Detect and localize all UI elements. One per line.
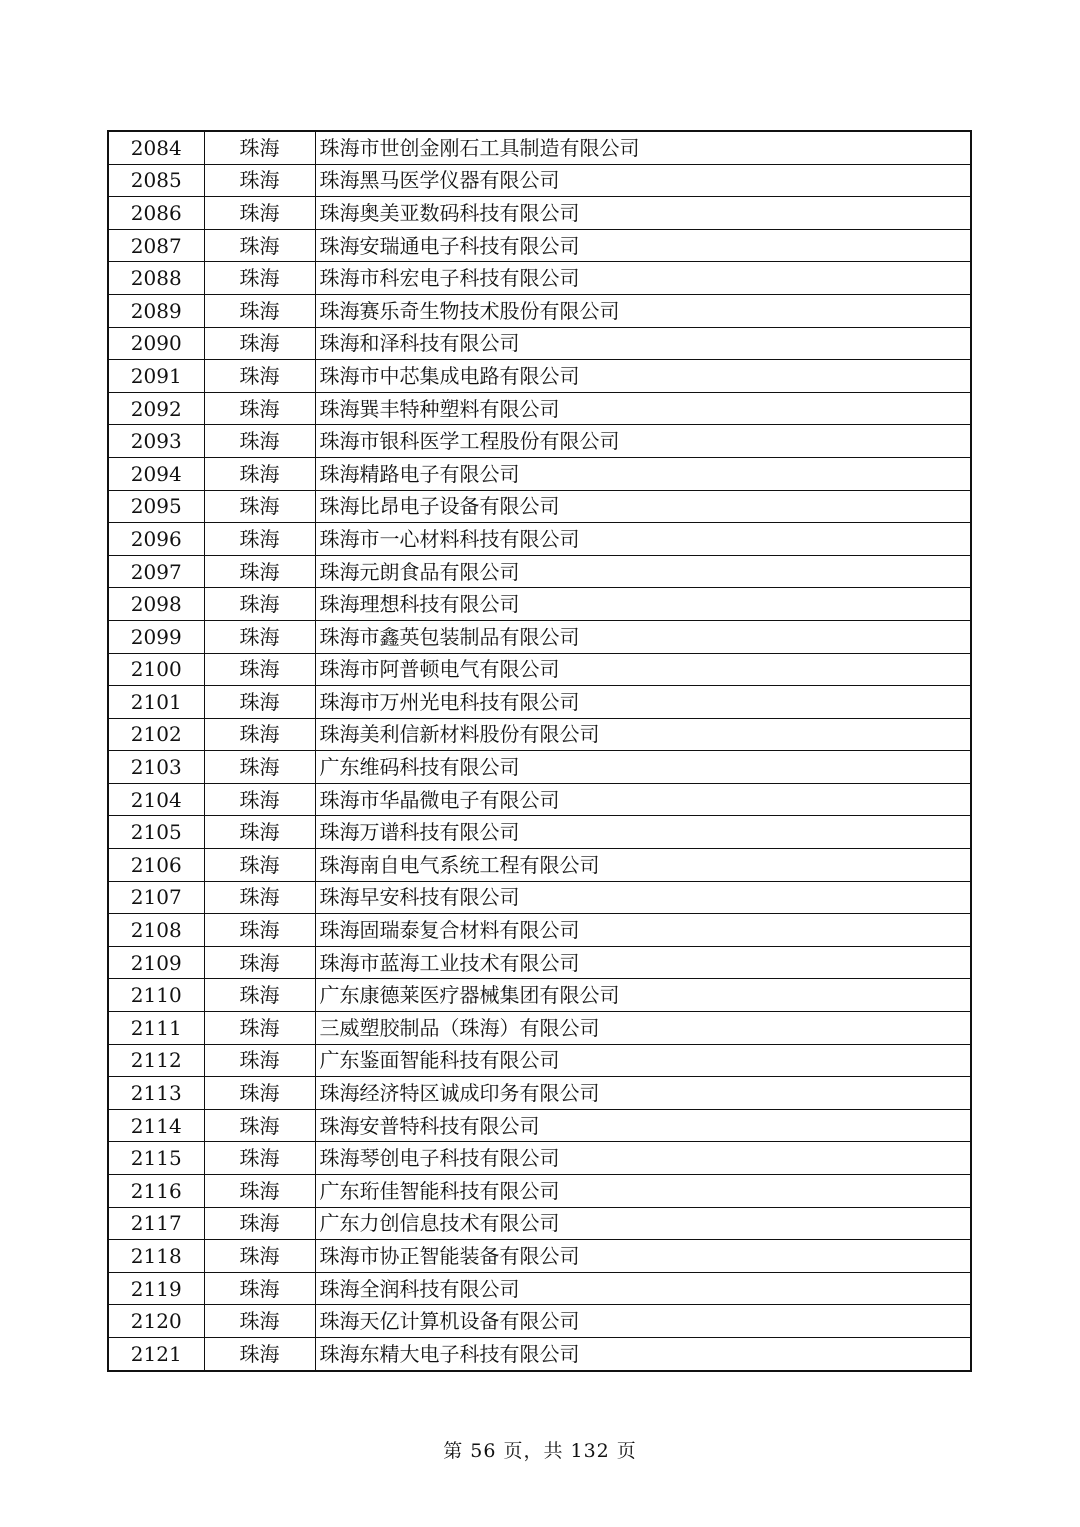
company-name-cell: 珠海天亿计算机设备有限公司 [315,1305,971,1338]
company-name-cell: 珠海市协正智能装备有限公司 [315,1240,971,1273]
company-name-cell: 珠海赛乐奇生物技术股份有限公司 [315,294,971,327]
city-cell: 珠海 [204,751,315,784]
company-name-cell: 珠海安普特科技有限公司 [315,1109,971,1142]
table-row [108,197,971,230]
city-cell: 珠海 [204,294,315,327]
table-row [108,1044,971,1077]
row-number-cell: 2117 [108,1207,204,1240]
city-cell: 珠海 [204,1207,315,1240]
city-cell: 珠海 [204,588,315,621]
table-row [108,490,971,523]
row-number-cell: 2087 [108,229,204,262]
city-cell: 珠海 [204,262,315,295]
city-cell: 珠海 [204,164,315,197]
table-row [108,751,971,784]
company-name-cell: 珠海固瑞泰复合材料有限公司 [315,914,971,947]
row-number-cell: 2116 [108,1175,204,1208]
row-number-cell: 2090 [108,327,204,360]
city-cell: 珠海 [204,523,315,556]
company-name-cell: 珠海全润科技有限公司 [315,1272,971,1305]
company-name-cell: 珠海市中芯集成电路有限公司 [315,360,971,393]
table-row [108,360,971,393]
city-cell: 珠海 [204,555,315,588]
city-cell: 珠海 [204,1175,315,1208]
company-name-cell: 珠海巽丰特种塑料有限公司 [315,392,971,425]
row-number-cell: 2099 [108,620,204,653]
row-number-cell: 2119 [108,1272,204,1305]
row-number-cell: 2088 [108,262,204,295]
city-cell: 珠海 [204,490,315,523]
city-cell: 珠海 [204,327,315,360]
city-cell: 珠海 [204,1012,315,1045]
row-number-cell: 2097 [108,555,204,588]
row-number-cell: 2084 [108,131,204,164]
city-cell: 珠海 [204,1077,315,1110]
table-row [108,620,971,653]
table-row [108,1272,971,1305]
row-number-cell: 2093 [108,425,204,458]
row-number-cell: 2089 [108,294,204,327]
city-cell: 珠海 [204,1272,315,1305]
company-name-cell: 珠海美利信新材料股份有限公司 [315,718,971,751]
table-row [108,457,971,490]
table-row [108,294,971,327]
city-cell: 珠海 [204,783,315,816]
row-number-cell: 2105 [108,816,204,849]
table-row [108,653,971,686]
row-number-cell: 2107 [108,881,204,914]
row-number-cell: 2120 [108,1305,204,1338]
table-row [108,523,971,556]
table-row [108,229,971,262]
company-list-table [107,130,972,1372]
city-cell: 珠海 [204,946,315,979]
city-cell: 珠海 [204,881,315,914]
city-cell: 珠海 [204,392,315,425]
company-name-cell: 珠海南自电气系统工程有限公司 [315,849,971,882]
row-number-cell: 2102 [108,718,204,751]
company-name-cell: 珠海经济特区诚成印务有限公司 [315,1077,971,1110]
company-name-cell: 珠海市科宏电子科技有限公司 [315,262,971,295]
city-cell: 珠海 [204,360,315,393]
row-number-cell: 2106 [108,849,204,882]
company-name-cell: 三威塑胶制品（珠海）有限公司 [315,1012,971,1045]
row-number-cell: 2121 [108,1337,204,1370]
row-number-cell: 2108 [108,914,204,947]
company-name-cell: 广东力创信息技术有限公司 [315,1207,971,1240]
company-name-cell: 珠海市鑫英包装制品有限公司 [315,620,971,653]
city-cell: 珠海 [204,457,315,490]
company-name-cell: 珠海理想科技有限公司 [315,588,971,621]
row-number-cell: 2115 [108,1142,204,1175]
company-name-cell: 珠海市蓝海工业技术有限公司 [315,946,971,979]
city-cell: 珠海 [204,131,315,164]
table-row [108,1109,971,1142]
table-row [108,881,971,914]
city-cell: 珠海 [204,1142,315,1175]
row-number-cell: 2118 [108,1240,204,1273]
table-row [108,392,971,425]
table-row [108,718,971,751]
city-cell: 珠海 [204,816,315,849]
row-number-cell: 2112 [108,1044,204,1077]
table-row [108,1207,971,1240]
table-row [108,686,971,719]
table-row [108,327,971,360]
company-name-cell: 珠海比昂电子设备有限公司 [315,490,971,523]
table-row [108,1305,971,1338]
table-row [108,1337,971,1370]
company-name-cell: 珠海东精大电子科技有限公司 [315,1337,971,1370]
row-number-cell: 2111 [108,1012,204,1045]
table-row [108,849,971,882]
company-name-cell: 珠海市世创金刚石工具制造有限公司 [315,131,971,164]
company-name-cell: 珠海元朗食品有限公司 [315,555,971,588]
table-row [108,131,971,164]
table-row [108,783,971,816]
city-cell: 珠海 [204,914,315,947]
company-name-cell: 广东维码科技有限公司 [315,751,971,784]
company-name-cell: 珠海琴创电子科技有限公司 [315,1142,971,1175]
table-row [108,1077,971,1110]
company-name-cell: 珠海安瑞通电子科技有限公司 [315,229,971,262]
company-name-cell: 珠海黑马医学仪器有限公司 [315,164,971,197]
page-footer: 第 56 页，共 132 页 [443,1440,637,1462]
company-name-cell: 珠海市一心材料科技有限公司 [315,523,971,556]
city-cell: 珠海 [204,229,315,262]
city-cell: 珠海 [204,718,315,751]
city-cell: 珠海 [204,979,315,1012]
company-name-cell: 珠海市万州光电科技有限公司 [315,686,971,719]
table-row [108,164,971,197]
row-number-cell: 2085 [108,164,204,197]
row-number-cell: 2109 [108,946,204,979]
row-number-cell: 2114 [108,1109,204,1142]
table-row [108,1175,971,1208]
row-number-cell: 2091 [108,360,204,393]
row-number-cell: 2101 [108,686,204,719]
city-cell: 珠海 [204,1337,315,1370]
table-row [108,1012,971,1045]
table-row [108,914,971,947]
company-name-cell: 珠海精路电子有限公司 [315,457,971,490]
row-number-cell: 2096 [108,523,204,556]
table-row [108,425,971,458]
row-number-cell: 2110 [108,979,204,1012]
city-cell: 珠海 [204,653,315,686]
company-name-cell: 广东鉴面智能科技有限公司 [315,1044,971,1077]
row-number-cell: 2104 [108,783,204,816]
table-row [108,555,971,588]
city-cell: 珠海 [204,620,315,653]
city-cell: 珠海 [204,1240,315,1273]
table-row [108,979,971,1012]
company-name-cell: 广东康德莱医疗器械集团有限公司 [315,979,971,1012]
company-name-cell: 广东珩佳智能科技有限公司 [315,1175,971,1208]
city-cell: 珠海 [204,686,315,719]
table-row [108,262,971,295]
row-number-cell: 2100 [108,653,204,686]
city-cell: 珠海 [204,197,315,230]
city-cell: 珠海 [204,1109,315,1142]
company-name-cell: 珠海万谱科技有限公司 [315,816,971,849]
table-body [108,131,971,1371]
company-name-cell: 珠海早安科技有限公司 [315,881,971,914]
row-number-cell: 2098 [108,588,204,621]
company-name-cell: 珠海市华晶微电子有限公司 [315,783,971,816]
row-number-cell: 2094 [108,457,204,490]
city-cell: 珠海 [204,1305,315,1338]
city-cell: 珠海 [204,1044,315,1077]
city-cell: 珠海 [204,849,315,882]
row-number-cell: 2086 [108,197,204,230]
table-row [108,816,971,849]
company-name-cell: 珠海和泽科技有限公司 [315,327,971,360]
table-row [108,946,971,979]
table-row [108,1142,971,1175]
table-row [108,588,971,621]
row-number-cell: 2113 [108,1077,204,1110]
row-number-cell: 2103 [108,751,204,784]
city-cell: 珠海 [204,425,315,458]
row-number-cell: 2092 [108,392,204,425]
table-row [108,1240,971,1273]
row-number-cell: 2095 [108,490,204,523]
company-name-cell: 珠海奥美亚数码科技有限公司 [315,197,971,230]
company-name-cell: 珠海市银科医学工程股份有限公司 [315,425,971,458]
company-name-cell: 珠海市阿普顿电气有限公司 [315,653,971,686]
